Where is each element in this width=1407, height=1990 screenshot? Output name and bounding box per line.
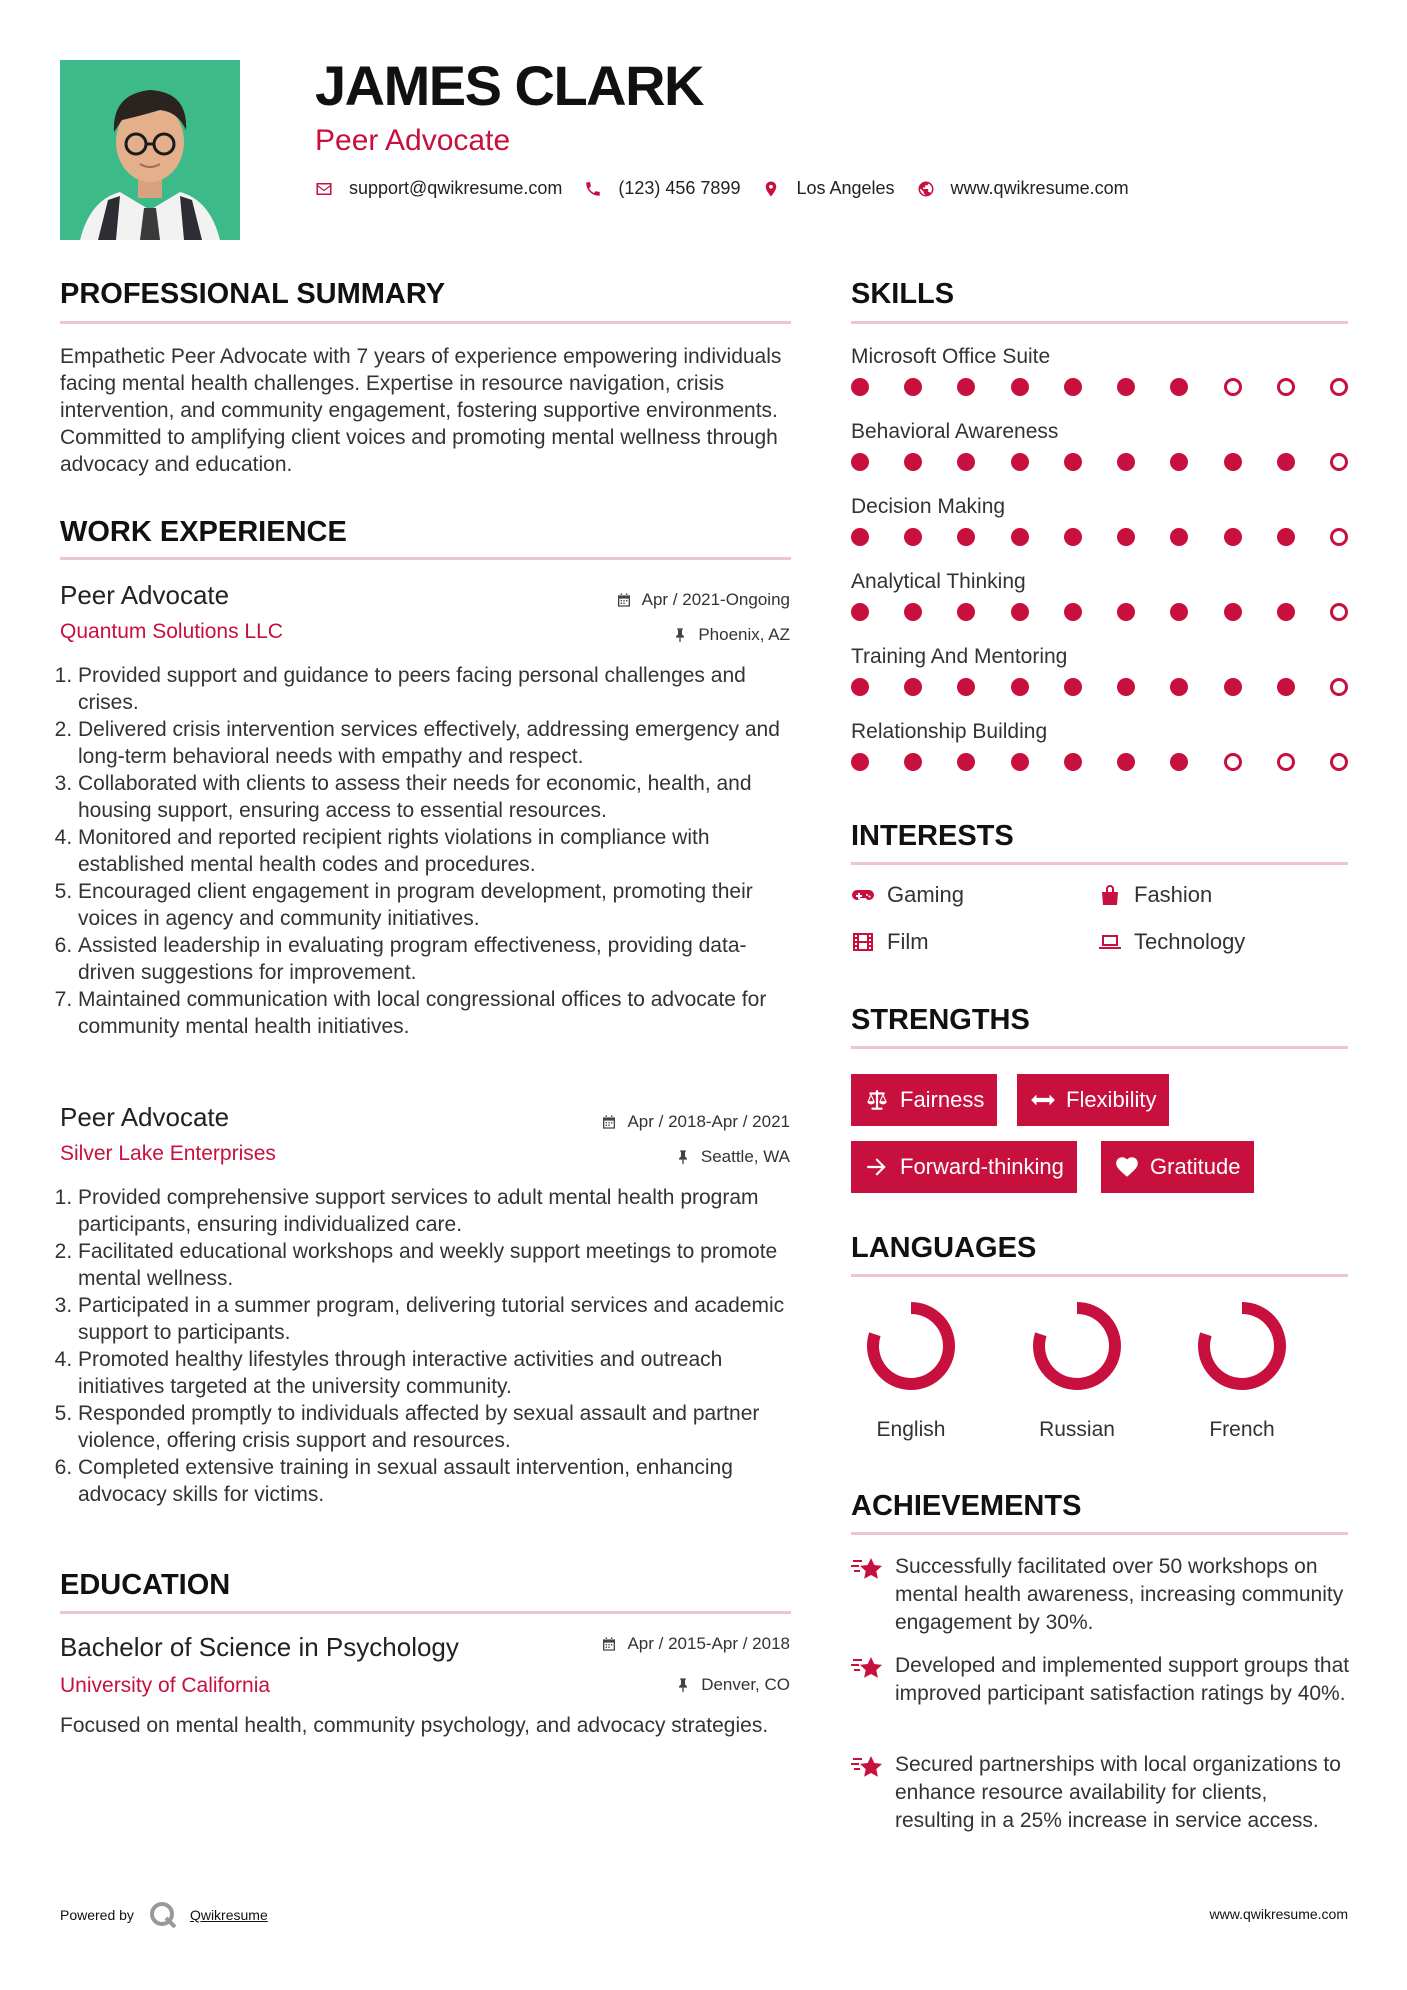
language-russian — [1017, 1296, 1137, 1442]
skill-rating — [851, 753, 1348, 771]
footer-website[interactable]: www.qwikresume.com — [1209, 1906, 1348, 1922]
rating-dot-filled — [1011, 378, 1029, 396]
strengths-divider — [851, 1046, 1348, 1049]
rating-dot-filled — [1117, 378, 1135, 396]
balance-scale-icon — [864, 1087, 890, 1113]
achievements-heading: ACHIEVEMENTS — [851, 1490, 1082, 1522]
strengths-heading: STRENGTHS — [851, 1004, 1030, 1036]
education-location — [675, 1675, 790, 1695]
skill-rating — [851, 678, 1348, 696]
contact-location-text: Los Angeles — [796, 178, 895, 198]
rating-dot-filled — [1064, 753, 1082, 771]
rating-dot-filled — [1170, 453, 1188, 471]
interest-film — [851, 929, 929, 955]
rating-dot-filled — [1117, 528, 1135, 546]
education-school: University of California — [60, 1674, 271, 1697]
achievement-2 — [851, 1751, 1351, 1835]
summary-divider — [60, 321, 791, 324]
skill-name: Decision Making — [851, 495, 1006, 518]
skill-0 — [851, 343, 1348, 396]
skill-rating — [851, 528, 1348, 546]
experience-heading: WORK EXPERIENCE — [60, 516, 347, 548]
job-2-location — [675, 1147, 790, 1167]
interest-label: Fashion — [1134, 882, 1213, 907]
skill-1 — [851, 418, 1348, 471]
shopping-bag-icon — [1098, 883, 1122, 907]
rating-dot-filled — [1064, 453, 1082, 471]
interests-divider — [851, 862, 1348, 865]
language-ring-arc — [1204, 1308, 1280, 1384]
list-item: 6. Assisted leadership in evaluating program effectiveness, providing data-driven suggestions for improvement. — [78, 932, 800, 986]
pushpin-icon — [675, 1149, 691, 1165]
rating-dot-filled — [851, 603, 869, 621]
list-item: 1. Provided comprehensive support services to adult mental health program participants, ensuring individualized care. — [78, 1184, 800, 1238]
rating-dot-filled — [1117, 453, 1135, 471]
skill-2 — [851, 493, 1348, 546]
rating-dot-empty — [1224, 378, 1242, 396]
education-heading: EDUCATION — [60, 1569, 231, 1601]
rating-dot-empty — [1330, 528, 1348, 546]
contact-email-text: support@qwikresume.com — [349, 178, 563, 198]
arrow-right-icon — [864, 1154, 890, 1180]
shooting-star-icon — [851, 1753, 885, 1781]
skill-3 — [851, 568, 1348, 621]
rating-dot-filled — [851, 378, 869, 396]
list-item: 2. Facilitated educational workshops and weekly support meetings to promote mental wellness. — [78, 1238, 800, 1292]
skill-4 — [851, 643, 1348, 696]
interest-technology — [1098, 929, 1245, 955]
heart-icon — [1114, 1154, 1140, 1180]
candidate-title: Peer Advocate — [315, 124, 511, 157]
achievement-text: Developed and implemented support groups that improved participant satisfaction ratings by 40%. — [895, 1654, 1350, 1705]
skills-heading: SKILLS — [851, 278, 955, 310]
job-1-location — [672, 625, 790, 645]
rating-dot-filled — [904, 603, 922, 621]
interests-heading: INTERESTS — [851, 820, 1014, 852]
strength-label: Fairness — [900, 1087, 985, 1112]
job-1-duties — [78, 662, 800, 1040]
education-divider — [60, 1611, 791, 1614]
calendar-icon — [601, 1114, 617, 1130]
rating-dot-filled — [1117, 603, 1135, 621]
skills-divider — [851, 321, 1348, 324]
job-1-title: Peer Advocate — [60, 580, 230, 610]
language-label: Russian — [1039, 1418, 1115, 1441]
achievement-0 — [851, 1553, 1351, 1637]
rating-dot-filled — [957, 753, 975, 771]
contact-bar — [315, 178, 1151, 199]
experience-divider — [60, 557, 791, 560]
language-english — [851, 1296, 971, 1442]
calendar-icon — [616, 592, 632, 608]
languages-heading: LANGUAGES — [851, 1232, 1037, 1264]
gamepad-icon — [851, 883, 875, 907]
rating-dot-filled — [1117, 678, 1135, 696]
list-item: 5. Responded promptly to individuals affected by sexual assault and partner violence, offering crisis support and resources. — [78, 1400, 800, 1454]
summary-text: Empathetic Peer Advocate with 7 years of experience empowering individuals facing mental health challenges. Expertise in resource navigation, crisis intervention, and community engagement, fostering supportive environments. Committed to amplifying client voices and promoting mental wellness through advocacy and education. — [60, 345, 782, 476]
rating-dot-filled — [1064, 678, 1082, 696]
shooting-star-icon — [851, 1654, 885, 1682]
achievements-divider — [851, 1532, 1348, 1535]
rating-dot-filled — [904, 753, 922, 771]
rating-dot-filled — [957, 678, 975, 696]
language-ring-arc — [1039, 1308, 1115, 1384]
list-item: 1. Provided support and guidance to peers facing personal challenges and crises. — [78, 662, 800, 716]
skill-5 — [851, 718, 1348, 771]
rating-dot-empty — [1330, 603, 1348, 621]
strength-label: Forward-thinking — [900, 1154, 1064, 1179]
list-item: 3. Participated in a summer program, delivering tutorial services and academic support to participants. — [78, 1292, 800, 1346]
language-french — [1182, 1296, 1302, 1442]
education-description: Focused on mental health, community psychology, and advocacy strategies. — [60, 1714, 769, 1737]
job-1-dates-text: Apr / 2021-Ongoing — [641, 590, 790, 609]
rating-dot-empty — [1330, 378, 1348, 396]
rating-dot-filled — [1277, 453, 1295, 471]
film-icon — [851, 930, 875, 954]
job-1-location-text: Phoenix, AZ — [698, 625, 790, 644]
avatar-illustration — [60, 60, 240, 240]
summary-heading: PROFESSIONAL SUMMARY — [60, 278, 446, 310]
interest-label: Technology — [1134, 929, 1246, 954]
rating-dot-filled — [851, 753, 869, 771]
language-ring-arc — [873, 1308, 949, 1384]
rating-dot-filled — [851, 453, 869, 471]
contact-website-text: www.qwikresume.com — [950, 178, 1129, 198]
job-2-title: Peer Advocate — [60, 1102, 230, 1132]
contact-phone-text: (123) 456 7899 — [618, 178, 741, 198]
globe-icon — [917, 180, 935, 198]
list-item: 3. Collaborated with clients to assess their needs for economic, health, and housing support, ensuring access to essential resources. — [78, 770, 800, 824]
rating-dot-filled — [1011, 678, 1029, 696]
rating-dot-empty — [1330, 753, 1348, 771]
skill-rating — [851, 453, 1348, 471]
pushpin-icon — [675, 1677, 691, 1693]
rating-dot-filled — [1064, 603, 1082, 621]
language-label: French — [1209, 1418, 1275, 1441]
strength-gratitude — [1101, 1141, 1254, 1193]
education-location-text: Denver, CO — [701, 1675, 790, 1694]
powered-by-label: Powered by — [60, 1907, 134, 1923]
rating-dot-filled — [957, 378, 975, 396]
job-1-company: Quantum Solutions LLC — [60, 620, 283, 643]
rating-dot-filled — [1170, 378, 1188, 396]
footer-powered-by — [60, 1900, 268, 1930]
rating-dot-filled — [957, 528, 975, 546]
list-item: 4. Monitored and reported recipient rights violations in compliance with established mental health codes and procedures. — [78, 824, 800, 878]
list-item: 5. Encouraged client engagement in program development, promoting their voices in agency and community initiatives. — [78, 878, 800, 932]
language-ring — [861, 1296, 961, 1396]
rating-dot-empty — [1330, 453, 1348, 471]
rating-dot-filled — [1170, 528, 1188, 546]
education-dates — [601, 1634, 790, 1654]
rating-dot-filled — [1277, 528, 1295, 546]
calendar-icon — [601, 1636, 617, 1652]
profile-photo — [60, 60, 240, 240]
job-2-location-text: Seattle, WA — [700, 1147, 790, 1166]
job-2-dates — [601, 1112, 790, 1132]
rating-dot-filled — [1170, 603, 1188, 621]
rating-dot-filled — [1224, 603, 1242, 621]
rating-dot-filled — [1224, 453, 1242, 471]
interest-label: Film — [887, 929, 929, 954]
list-item: 4. Promoted healthy lifestyles through interactive activities and outreach initiatives targeted at the university community. — [78, 1346, 800, 1400]
contact-location — [762, 178, 894, 199]
rating-dot-empty — [1277, 753, 1295, 771]
achievement-text: Secured partnerships with local organizations to enhance resource availability for clients, resulting in a 25% increase in service access. — [895, 1753, 1341, 1832]
candidate-name: JAMES CLARK — [315, 54, 703, 117]
rating-dot-filled — [851, 678, 869, 696]
rating-dot-filled — [904, 453, 922, 471]
skill-name: Analytical Thinking — [851, 570, 1026, 593]
phone-icon — [584, 180, 602, 198]
education-degree: Bachelor of Science in Psychology — [60, 1632, 459, 1662]
rating-dot-filled — [904, 528, 922, 546]
rating-dot-filled — [1170, 678, 1188, 696]
language-ring — [1192, 1296, 1292, 1396]
skill-name: Training And Mentoring — [851, 645, 1068, 668]
laptop-icon — [1098, 930, 1122, 954]
rating-dot-empty — [1277, 378, 1295, 396]
map-pin-icon — [762, 180, 780, 198]
envelope-icon — [315, 180, 333, 198]
job-2-dates-text: Apr / 2018-Apr / 2021 — [627, 1112, 790, 1131]
rating-dot-filled — [851, 528, 869, 546]
skill-name: Behavioral Awareness — [851, 420, 1059, 443]
contact-phone[interactable] — [584, 178, 740, 199]
rating-dot-filled — [957, 453, 975, 471]
rating-dot-empty — [1330, 678, 1348, 696]
strength-fairness — [851, 1074, 997, 1126]
strength-flexibility — [1017, 1074, 1169, 1126]
rating-dot-filled — [1277, 603, 1295, 621]
strength-label: Gratitude — [1150, 1154, 1241, 1179]
list-item: 7. Maintained communication with local congressional offices to advocate for community mental health initiatives. — [78, 986, 800, 1040]
rating-dot-filled — [1011, 753, 1029, 771]
qwikresume-link[interactable]: Qwikresume — [189, 1907, 268, 1923]
rating-dot-filled — [904, 678, 922, 696]
skill-rating — [851, 603, 1348, 621]
rating-dot-empty — [1224, 753, 1242, 771]
rating-dot-filled — [957, 603, 975, 621]
rating-dot-filled — [1064, 528, 1082, 546]
job-2-duties — [78, 1184, 800, 1508]
rating-dot-filled — [1224, 678, 1242, 696]
rating-dot-filled — [1011, 603, 1029, 621]
contact-email[interactable] — [315, 178, 562, 199]
qwikresume-logo-icon — [148, 1900, 178, 1930]
strength-label: Flexibility — [1066, 1087, 1157, 1112]
languages-divider — [851, 1274, 1348, 1277]
rating-dot-filled — [1224, 528, 1242, 546]
job-2-company: Silver Lake Enterprises — [60, 1142, 276, 1165]
pushpin-icon — [672, 627, 688, 643]
rating-dot-filled — [1011, 528, 1029, 546]
interest-fashion — [1098, 882, 1212, 908]
skill-name: Microsoft Office Suite — [851, 345, 1051, 368]
skill-rating — [851, 378, 1348, 396]
rating-dot-filled — [1064, 378, 1082, 396]
rating-dot-filled — [1011, 453, 1029, 471]
language-ring — [1027, 1296, 1127, 1396]
list-item: 6. Completed extensive training in sexual assault intervention, enhancing advocacy skills for victims. — [78, 1454, 800, 1508]
interest-label: Gaming — [887, 882, 965, 907]
rating-dot-filled — [1170, 753, 1188, 771]
list-item: 2. Delivered crisis intervention services effectively, addressing emergency and long-term behavioral needs with empathy and respect. — [78, 716, 800, 770]
arrows-horizontal-icon — [1030, 1087, 1056, 1113]
interest-gaming — [851, 882, 964, 908]
education-dates-text: Apr / 2015-Apr / 2018 — [627, 1634, 790, 1653]
rating-dot-filled — [904, 378, 922, 396]
strength-forward-thinking — [851, 1141, 1077, 1193]
language-label: English — [876, 1418, 946, 1441]
shooting-star-icon — [851, 1555, 885, 1583]
job-1-dates — [616, 590, 790, 610]
rating-dot-filled — [1277, 678, 1295, 696]
achievement-text: Successfully facilitated over 50 workshops on mental health awareness, increasing community engagement by 30%. — [895, 1555, 1344, 1634]
contact-website[interactable] — [917, 178, 1129, 199]
achievement-1 — [851, 1652, 1351, 1708]
skill-name: Relationship Building — [851, 720, 1048, 743]
rating-dot-filled — [1117, 753, 1135, 771]
